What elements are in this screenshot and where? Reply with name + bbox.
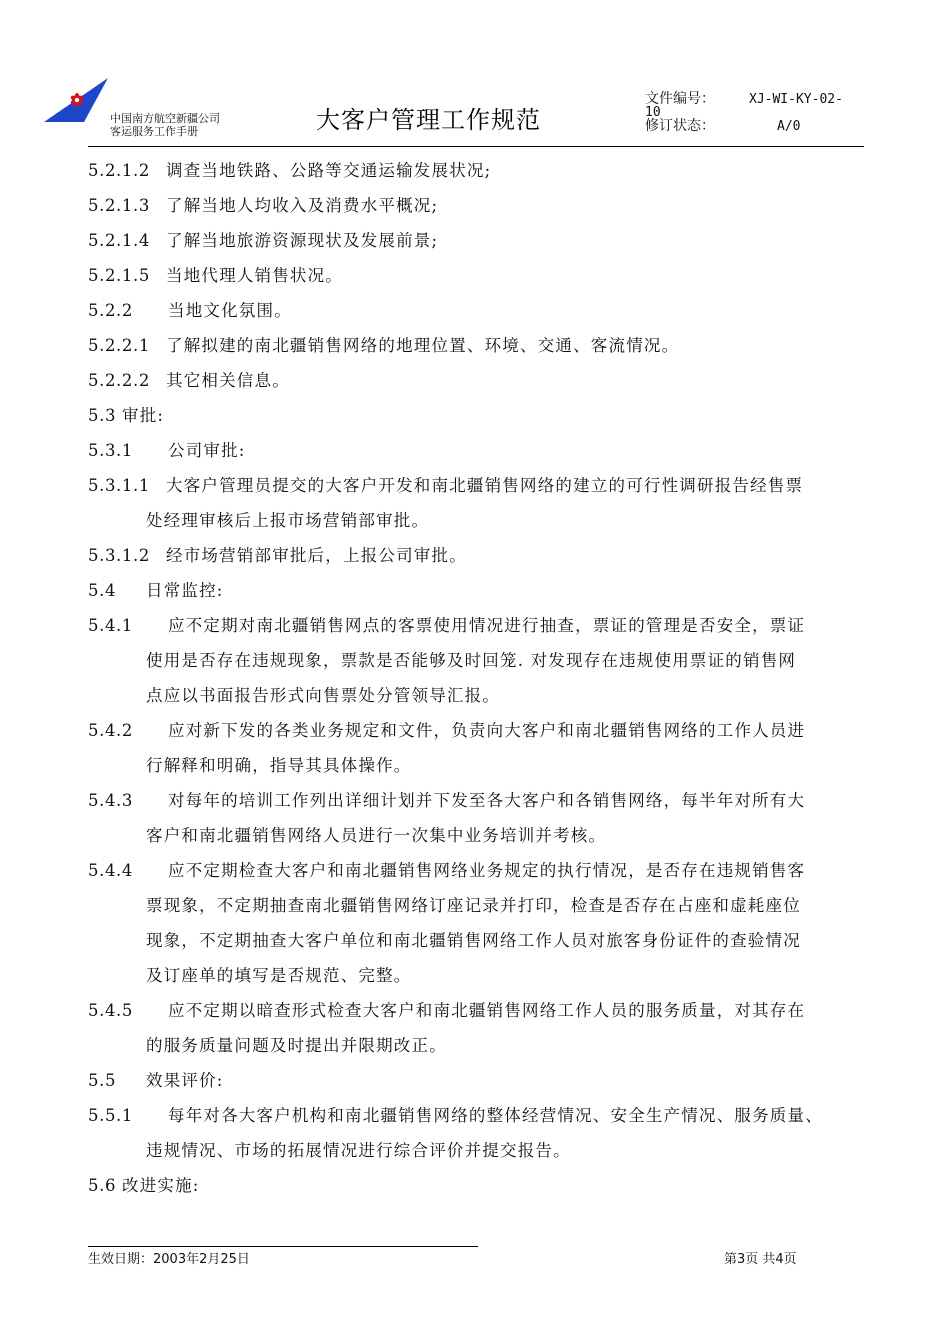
effective-date: 生效日期：2003年2月25日 bbox=[88, 1252, 250, 1267]
section-number: 5.2.2 bbox=[88, 301, 133, 320]
paragraph bbox=[88, 258, 868, 293]
paragraph-text: 审批: bbox=[122, 406, 165, 425]
section-number: 5.2.1.3 bbox=[88, 196, 150, 215]
section-number: 5.4.3 bbox=[88, 791, 133, 810]
doc-number-value: XJ-WI-KY-02- bbox=[749, 92, 843, 107]
revision-value: A/0 bbox=[777, 119, 801, 134]
section-number: 5.2.2.2 bbox=[88, 371, 150, 390]
paragraph-text: 公司审批: bbox=[168, 441, 246, 460]
paragraph-text: 其它相关信息。 bbox=[166, 371, 290, 390]
paragraph bbox=[88, 1063, 868, 1098]
section-number: 5.2.1.2 bbox=[88, 161, 150, 180]
paragraph bbox=[88, 1098, 868, 1168]
paragraph-text: 调查当地铁路、公路等交通运输发展状况; bbox=[166, 161, 492, 180]
china-southern-logo-icon bbox=[44, 78, 110, 124]
section-number: 5.4.5 bbox=[88, 1001, 133, 1020]
company-line-2: 客运服务工作手册 bbox=[110, 125, 198, 138]
document-body bbox=[88, 153, 868, 1203]
section-number: 5.4.1 bbox=[88, 616, 133, 635]
paragraph-text: 应不定期对南北疆销售网点的客票使用情况进行抽查，票证的管理是否安全，票证 使用是否存在违规现象，票款是否能够及时回笼. 对发现存在违规使用票证的销售网 点应以书面报告形式向售票处分管领导汇报。 bbox=[146, 616, 806, 705]
paragraph bbox=[88, 153, 868, 188]
header-divider bbox=[88, 146, 864, 147]
paragraph bbox=[88, 363, 868, 398]
paragraph bbox=[88, 468, 868, 538]
paragraph-text: 了解当地旅游资源现状及发展前景; bbox=[166, 231, 439, 250]
section-number: 5.3.1.1 bbox=[88, 476, 150, 495]
page-header bbox=[0, 0, 950, 150]
company-line-1: 中国南方航空新疆公司 bbox=[110, 112, 220, 125]
paragraph-text: 改进实施: bbox=[122, 1176, 200, 1195]
paragraph bbox=[88, 223, 868, 258]
paragraph bbox=[88, 993, 868, 1063]
section-number: 5.3.1 bbox=[88, 441, 133, 460]
paragraph bbox=[88, 293, 868, 328]
paragraph-text: 应对新下发的各类业务规定和文件，负责向大客户和南北疆销售网络的工作人员进 行解释和明确，指导其具体操作。 bbox=[146, 721, 806, 775]
paragraph-text: 当地代理人销售状况。 bbox=[166, 266, 343, 285]
section-number: 5.2.1.4 bbox=[88, 231, 150, 250]
section-number: 5.6 bbox=[88, 1176, 117, 1195]
paragraph bbox=[88, 783, 868, 853]
document-meta bbox=[645, 92, 865, 134]
paragraph bbox=[88, 188, 868, 223]
section-number: 5.2.2.1 bbox=[88, 336, 150, 355]
section-number: 5.4 bbox=[88, 581, 117, 600]
paragraph-text: 当地文化氛围。 bbox=[168, 301, 292, 320]
company-name bbox=[110, 112, 220, 138]
doc-number-row bbox=[645, 92, 865, 107]
paragraph-text: 日常监控: bbox=[146, 581, 224, 600]
paragraph-text: 了解拟建的南北疆销售网络的地理位置、环境、交通、客流情况。 bbox=[166, 336, 680, 355]
footer-divider bbox=[88, 1246, 478, 1247]
section-number: 5.5 bbox=[88, 1071, 117, 1090]
revision-row bbox=[645, 119, 865, 134]
paragraph-text: 了解当地人均收入及消费水平概况; bbox=[166, 196, 439, 215]
paragraph-text: 应不定期检查大客户和南北疆销售网络业务规定的执行情况，是否存在违规销售客 票现象，不定期抽查南北疆销售网络订座记录并打印，检查是否存在占座和虚耗座位 现象，不定期抽查大客户单位和南北疆销售网络工作人员对旅客身份证件的查验情况 及订座单的填写是否规范、完整。 bbox=[146, 861, 806, 985]
doc-number-continuation: 10 bbox=[645, 105, 661, 120]
paragraph-text: 效果评价: bbox=[146, 1071, 224, 1090]
paragraph-text: 大客户管理员提交的大客户开发和南北疆销售网络的建立的可行性调研报告经售票 处经理审核后上报市场营销部审批。 bbox=[146, 476, 804, 530]
section-number: 5.3 bbox=[88, 406, 117, 425]
paragraph-text: 对每年的培训工作列出详细计划并下发至各大客户和各销售网络，每半年对所有大 客户和南北疆销售网络人员进行一次集中业务培训并考核。 bbox=[146, 791, 806, 845]
paragraph bbox=[88, 538, 868, 573]
paragraph-text: 经市场营销部审批后，上报公司审批。 bbox=[166, 546, 467, 565]
section-number: 5.4.4 bbox=[88, 861, 133, 880]
paragraph bbox=[88, 608, 868, 713]
section-number: 5.2.1.5 bbox=[88, 266, 150, 285]
revision-label: 修订状态： bbox=[645, 118, 715, 134]
section-number: 5.4.2 bbox=[88, 721, 133, 740]
paragraph bbox=[88, 328, 868, 363]
paragraph bbox=[88, 1168, 868, 1203]
document-title: 大客户管理工作规范 bbox=[316, 106, 541, 134]
paragraph bbox=[88, 433, 868, 468]
paragraph-text: 每年对各大客户机构和南北疆销售网络的整体经营情况、安全生产情况、服务质量、 违规情况、市场的拓展情况进行综合评价并提交报告。 bbox=[146, 1106, 823, 1160]
paragraph bbox=[88, 853, 868, 993]
page-info: 第3页 共4页 bbox=[724, 1252, 797, 1267]
paragraph bbox=[88, 713, 868, 783]
paragraph bbox=[88, 398, 868, 433]
paragraph-text: 应不定期以暗查形式检查大客户和南北疆销售网络工作人员的服务质量，对其存在 的服务质量问题及时提出并限期改正。 bbox=[146, 1001, 806, 1055]
doc-number-label: 文件编号： bbox=[645, 91, 715, 107]
section-number: 5.5.1 bbox=[88, 1106, 133, 1125]
paragraph bbox=[88, 573, 868, 608]
section-number: 5.3.1.2 bbox=[88, 546, 150, 565]
